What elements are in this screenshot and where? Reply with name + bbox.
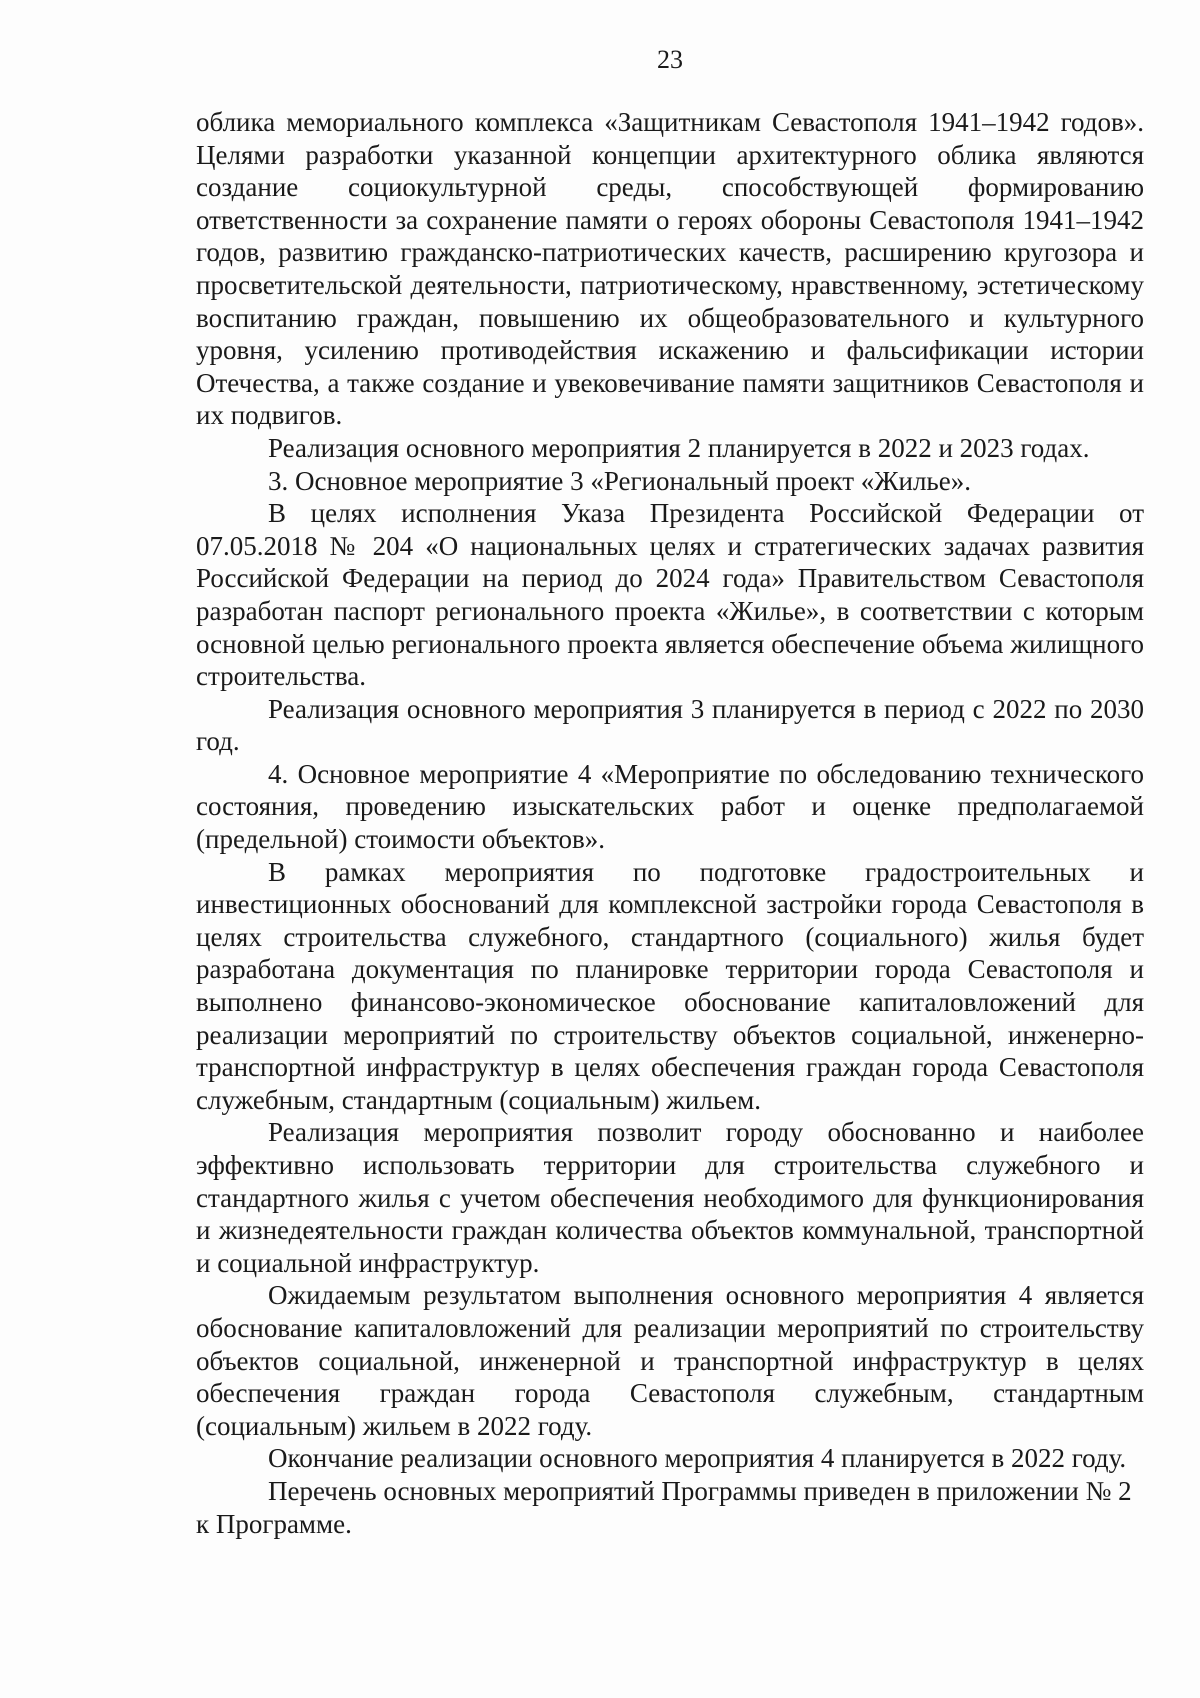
paragraph-measure-3-heading: 3. Основное мероприятие 3 «Региональный проект «Жилье».	[268, 465, 971, 496]
paragraph-measure-4-expected-result: Ожидаемым результатом выполнения основного мероприятия 4 является обоснование капиталовложений для реализации мероприятий по строительству объектов социальной, инженерной и транспортной инфраструктур в целях обеспечения граждан города Севастополя служебным, стандартным (социальным) жильем в 2022 году.	[196, 1280, 1144, 1441]
paragraph-measure-4-benefits: Реализация мероприятия позволит городу обоснованно и наиболее эффективно использовать территории для строительства служебного и стандартного жилья с учетом обеспечения необходимого для функционирования и жизнедеятельности граждан количества объектов коммунальной, транспортной и социальной инфраструктур.	[196, 1117, 1144, 1278]
paragraph-measure-4-description: В рамках мероприятия по подготовке градостроительных и инвестиционных обоснований для комплексной застройки города Севастополя в целях строительства служебного, стандартного (социального) жилья будет разработана документация по планировке территории города Севастополя и выполнено финансово-экономическое обоснование капиталовложений для реализации мероприятий по строительству объектов социальной, инженерно-транспортной инфраструктур в целях обеспечения граждан города Севастополя служебным, стандартным (социальным) жильем.	[196, 856, 1144, 1115]
paragraph-appendix-reference: Перечень основных мероприятий Программы приведен в приложении № 2 к Программе.	[196, 1475, 1132, 1539]
paragraph-measure-3-timeline: Реализация основного мероприятия 3 планируется в период с 2022 по 2030 год.	[196, 693, 1144, 757]
page-number: 23	[657, 45, 683, 74]
document-body	[196, 106, 1144, 1540]
paragraph-measure-4-heading: 4. Основное мероприятие 4 «Мероприятие по обследованию технического состояния, проведению изыскательских работ и оценке предполагаемой (предельной) стоимости объектов».	[196, 758, 1144, 855]
paragraph-housing-project-purpose: В целях исполнения Указа Президента Российской Федерации от 07.05.2018 № 204 «О национальных целях и стратегических задачах развития Российской Федерации на период до 2024 года» Правительством Севастополя разработан паспорт регионального проекта «Жилье», в соответствии с которым основной целью регионального проекта является обеспечение объема жилищного строительства.	[196, 498, 1144, 692]
paragraph-measure-4-completion: Окончание реализации основного мероприятия 4 планируется в 2022 году.	[268, 1443, 1127, 1474]
paragraph-architectural-concept-goals: облика мемориального комплекса «Защитникам Севастополя 1941–1942 годов». Целями разработки указанной концепции архитектурного облика являются создание социокультурной среды, способствующей формированию ответственности за сохранение памяти о героях обороны Севастополя 1941–1942 годов, развитию гражданско-патриотических качеств, расширению кругозора и просветительской деятельности, патриотическому, нравственному, эстетическому воспитанию граждан, повышению их общеобразовательного и культурного уровня, усилению противодействия искажению и фальсификации истории Отечества, а также создание и увековечивание памяти защитников Севастополя и их подвигов.	[196, 107, 1144, 431]
paragraph-measure-2-timeline: Реализация основного мероприятия 2 планируется в 2022 и 2023 годах.	[268, 432, 1090, 463]
